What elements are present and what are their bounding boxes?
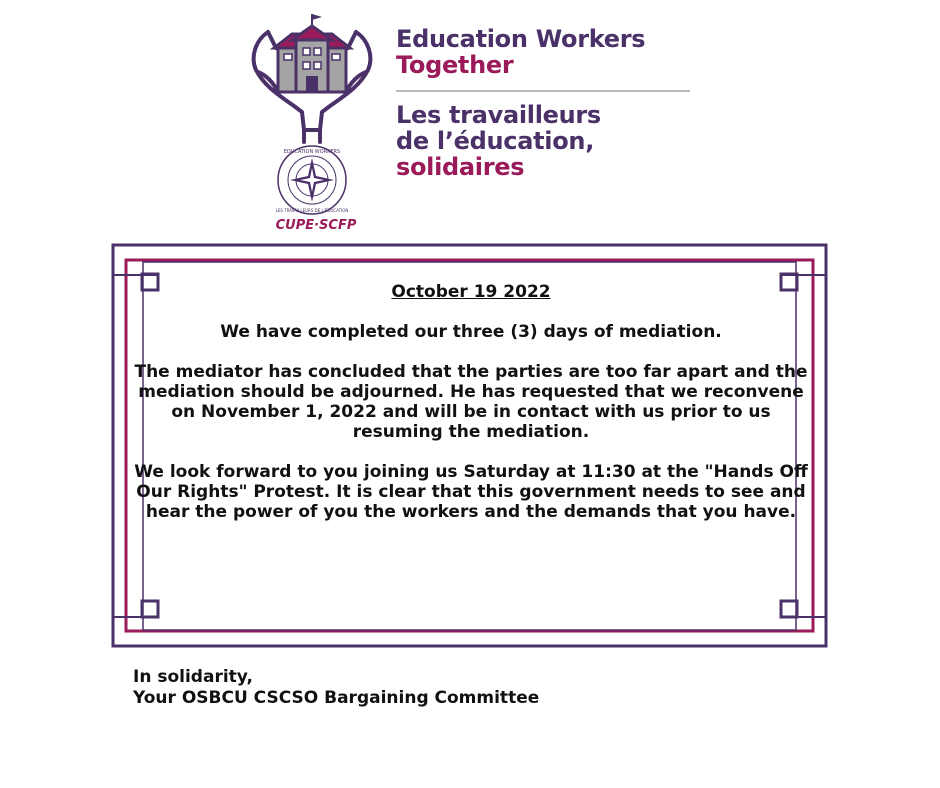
union-label: CUPE·SCFP — [275, 218, 357, 233]
title-fr-line2: de l’éducation, — [396, 127, 595, 155]
notice-date: October 19 2022 — [391, 282, 551, 302]
seal-text-top: EDUCATION WORKERS — [283, 149, 341, 155]
title-en-line2: Together — [396, 51, 514, 79]
signoff-line-2: Your OSBCU CSCSO Bargaining Committee — [133, 688, 540, 708]
notice-paragraph-1: We have completed our three (3) days of mediation. — [220, 322, 722, 342]
title-fr-line3: solidaires — [396, 153, 525, 181]
seal-text-bottom: LES TRAVAILLEURS DE L'ÉDUCATION — [275, 208, 349, 213]
signoff — [133, 667, 539, 709]
title-en-line1: Education Workers — [396, 25, 646, 53]
notice-paragraph-3: We look forward to you joining us Saturday at 11:30 at the "Hands Off Our Rights" Protest. It is clear that this government needs to see and hear the power of you the workers and the demands that you have. — [134, 462, 808, 522]
notice-body — [132, 282, 810, 542]
signoff-line-1: In solidarity, — [133, 667, 253, 687]
notice-paragraph-2: The mediator has concluded that the parties are too far apart and the mediation should be adjourned. He has requested that we reconvene on November 1, 2022 and will be in contact with us prior to us resuming the mediation. — [134, 362, 808, 442]
title-fr-line1: Les travailleurs — [396, 101, 601, 129]
